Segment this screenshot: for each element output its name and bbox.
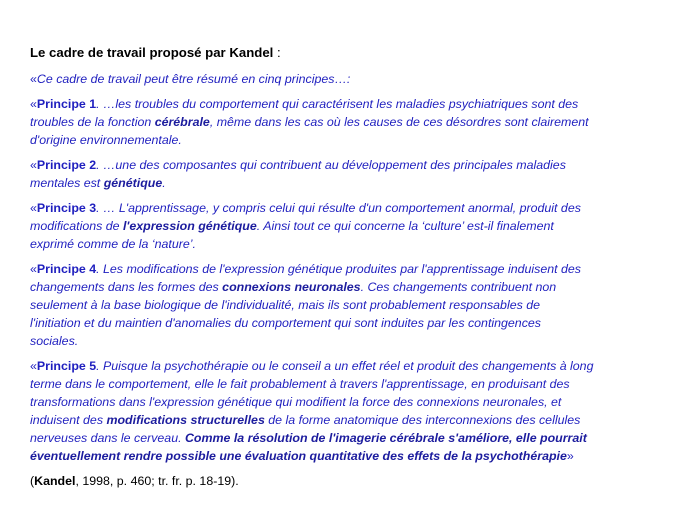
principle-text: de la forme anatomique des interconnexions des cellules — [264, 413, 581, 427]
emphasis-text: l'expression génétique — [122, 219, 257, 233]
principle-3-line — [30, 235, 678, 253]
heading-colon: : — [273, 45, 281, 60]
principle-3-line — [30, 217, 678, 235]
principle-2-line — [30, 174, 678, 192]
principle-1-line — [30, 95, 678, 113]
emphasis-text: Comme la résolution de l'imagerie cérébrale s'améliore, elle pourrait — [184, 431, 587, 445]
principle-text: . …les troubles du comportement qui caractérisent les maladies psychiatriques sont des — [96, 97, 579, 111]
principle-label: Principe 2 — [36, 158, 97, 172]
principle-5-line — [30, 429, 678, 447]
principle-3-line — [30, 199, 678, 217]
principle-text: mentales est — [30, 176, 104, 190]
emphasis-text: éventuellement rendre possible une évaluation quantitative des effets de la psychothérapie — [30, 449, 567, 463]
principle-4-paragraph — [30, 260, 678, 350]
principle-text: . — [162, 176, 166, 190]
intro-text: Ce cadre de travail peut être résumé en cinq principes…: — [36, 72, 351, 86]
principle-text: . Ainsi tout ce qui concerne la ‘culture’ est-il finalement — [256, 219, 554, 233]
slide-content — [30, 44, 678, 490]
principle-5-line — [30, 447, 678, 465]
principle-text: . Ces changements contribuent non — [360, 280, 557, 294]
citation-open: ( — [30, 474, 35, 488]
principle-4-line — [30, 296, 678, 314]
emphasis-text: modifications structurelles — [106, 413, 265, 427]
principle-label: Principe 5 — [36, 359, 97, 373]
principle-text: » — [566, 449, 574, 463]
principle-label: Principe 4 — [36, 262, 97, 276]
principle-text: , même dans les cas où les causes de ces désordres sont clairement — [209, 115, 589, 129]
principle-5-line — [30, 357, 678, 375]
principle-4-line — [30, 260, 678, 278]
principle-5-line — [30, 393, 678, 411]
slide-heading — [30, 44, 678, 62]
principle-quote-mark: « — [30, 262, 37, 276]
principle-5-line — [30, 375, 678, 393]
emphasis-text: génétique — [103, 176, 163, 190]
principle-5-paragraph — [30, 357, 678, 465]
principle-2-line — [30, 156, 678, 174]
principle-text: d'origine environnementale. — [30, 133, 182, 147]
principle-quote-mark: « — [30, 97, 37, 111]
principle-quote-mark: « — [30, 201, 37, 215]
principle-text: l'initiation et du maintien d'anomalies du comportement qui sont induites par les contingences — [30, 316, 541, 330]
principle-label: Principe 3 — [36, 201, 97, 215]
principle-text: terme dans le comportement, elle le fait probablement à travers l'apprentissage, en produisant des — [30, 377, 570, 391]
principle-1-paragraph — [30, 95, 678, 149]
principle-5-line — [30, 411, 678, 429]
intro-paragraph — [30, 70, 678, 88]
principle-3-paragraph — [30, 199, 678, 253]
principle-4-line — [30, 314, 678, 332]
principle-4-line — [30, 278, 678, 296]
principle-text: seulement à la base biologique de l'individualité, mais ils sont probablement responsables de — [30, 298, 541, 312]
principle-4-line — [30, 332, 678, 350]
principle-text: . …une des composantes qui contribuent au développement des principales maladies — [96, 158, 566, 172]
principle-text: transformations dans l'expression génétique qui modifient la force des connexions neuronales, et — [30, 395, 562, 409]
principle-text: modifications de — [30, 219, 123, 233]
citation — [30, 472, 678, 490]
principle-text: . Les modifications de l'expression génétique produites par l'apprentissage induisent des — [96, 262, 581, 276]
emphasis-text: cérébrale — [154, 115, 210, 129]
principle-text: sociales. — [30, 334, 79, 348]
principle-text: . … L'apprentissage, y compris celui qui résulte d'un comportement anormal, produit des — [96, 201, 581, 215]
principle-text: troubles de la fonction — [30, 115, 155, 129]
principles-list — [30, 95, 678, 465]
principle-quote-mark: « — [30, 158, 37, 172]
heading-title: Le cadre de travail proposé par Kandel — [30, 45, 274, 60]
principle-text: . Puisque la psychothérapie ou le conseil a un effet réel et produit des changements à long — [96, 359, 594, 373]
citation-rest: , 1998, p. 460; tr. fr. p. 18-19). — [75, 474, 239, 488]
emphasis-text: connexions neuronales — [222, 280, 361, 294]
principle-text: changements dans les formes des — [30, 280, 223, 294]
intro-quote-mark: « — [30, 72, 37, 86]
principle-label: Principe 1 — [36, 97, 97, 111]
principle-text: exprimé comme de la ‘nature’. — [30, 237, 196, 251]
principle-2-paragraph — [30, 156, 678, 192]
citation-author: Kandel — [34, 474, 76, 488]
principle-1-line — [30, 113, 678, 131]
principle-text: nerveuses dans le cerveau. — [30, 431, 185, 445]
principle-quote-mark: « — [30, 359, 37, 373]
principle-1-line — [30, 131, 678, 149]
principle-text: induisent des — [30, 413, 107, 427]
